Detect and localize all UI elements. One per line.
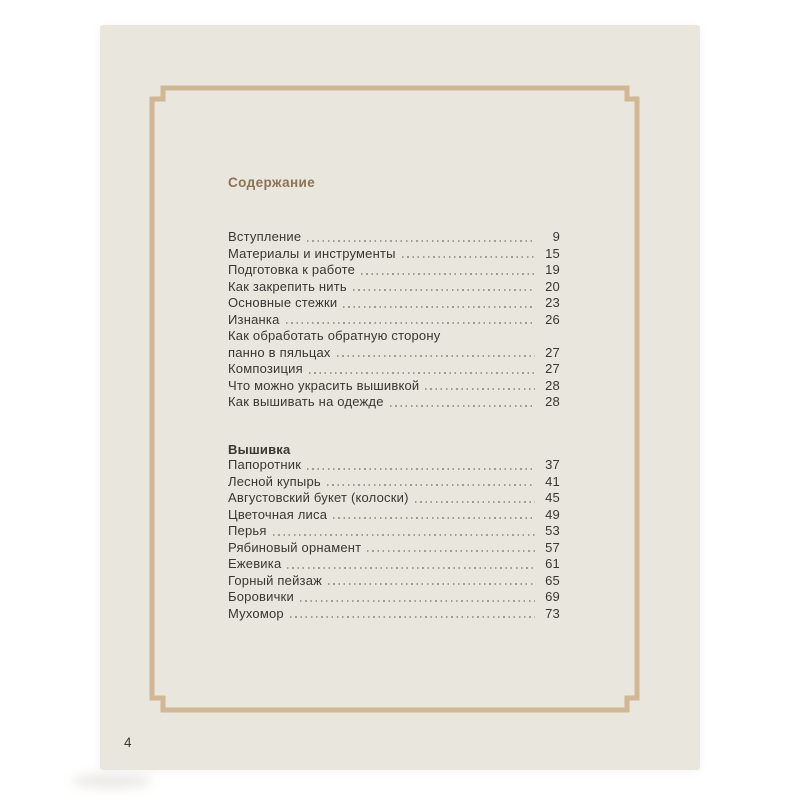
leader-dots bbox=[300, 600, 535, 602]
toc-entry-label: Вступление bbox=[228, 229, 302, 244]
leader-dots bbox=[390, 405, 535, 407]
toc-section-title: Вышивка bbox=[228, 442, 291, 457]
toc-entry-page: 65 bbox=[545, 572, 560, 588]
toc-entry bbox=[228, 361, 560, 378]
leader-dots bbox=[361, 273, 535, 275]
toc-entry bbox=[228, 229, 560, 246]
toc-entry-label: Как вышивать на одежде bbox=[228, 394, 384, 409]
toc-entry bbox=[228, 279, 560, 296]
toc-entry-page: 23 bbox=[545, 295, 560, 310]
toc-entry-wrapped-line bbox=[228, 328, 560, 345]
leader-dots bbox=[327, 484, 535, 486]
toc-entry-label: Основные стежки bbox=[228, 295, 338, 310]
toc-entry-label: Перья bbox=[228, 523, 267, 538]
leader-dots bbox=[273, 534, 535, 536]
leader-dots bbox=[328, 583, 535, 585]
leader-dots bbox=[290, 616, 535, 618]
toc-entry-label: Папоротник bbox=[228, 457, 302, 472]
toc-entry-page: 49 bbox=[545, 506, 560, 522]
toc-section-embroidery bbox=[228, 457, 560, 622]
leader-dots bbox=[307, 240, 535, 242]
toc-entry-label: Горный пейзаж bbox=[228, 572, 323, 588]
toc-entry-label: Лесной купырь bbox=[228, 473, 321, 489]
leader-dots bbox=[333, 517, 535, 519]
toc-entry-page: 28 bbox=[545, 377, 560, 393]
toc-entry-label: Как закрепить нить bbox=[228, 278, 347, 294]
toc-entry-page: 15 bbox=[545, 245, 560, 261]
toc-entry-page: 26 bbox=[545, 311, 560, 327]
toc-entry-label: Боровички bbox=[228, 589, 294, 604]
toc-entry-label: Изнанка bbox=[228, 311, 280, 327]
leader-dots bbox=[286, 322, 536, 324]
toc-entry-label: Рябиновый орнамент bbox=[228, 539, 362, 555]
toc-entry-page: 20 bbox=[545, 278, 560, 294]
leader-dots bbox=[415, 501, 535, 503]
toc-entry bbox=[228, 457, 560, 474]
toc-entry-page: 9 bbox=[552, 229, 560, 244]
leader-dots bbox=[343, 306, 535, 308]
toc-entry-label: Цветочная лиса bbox=[228, 506, 328, 522]
toc-entry-label: Мухомор bbox=[228, 605, 284, 621]
toc-entry-page: 37 bbox=[545, 457, 560, 472]
toc-entry-page: 69 bbox=[545, 589, 560, 604]
toc-section-intro bbox=[228, 229, 560, 411]
toc-entry-label: Ежевика bbox=[228, 556, 282, 571]
leader-dots bbox=[337, 355, 535, 357]
toc-entry bbox=[228, 312, 560, 329]
toc-entry bbox=[228, 394, 560, 411]
leader-dots bbox=[425, 388, 535, 390]
toc-entry bbox=[228, 540, 560, 557]
toc-heading: Содержание bbox=[228, 175, 316, 190]
toc-entry-page: 45 bbox=[545, 490, 560, 505]
toc-entry-label: Подготовка к работе bbox=[228, 262, 356, 277]
toc-entry bbox=[228, 474, 560, 491]
toc-entry-label: Что можно украсить вышивкой bbox=[228, 377, 420, 393]
leader-dots bbox=[446, 339, 535, 341]
toc-entry bbox=[228, 606, 560, 623]
page-number: 4 bbox=[124, 735, 132, 750]
toc-entry bbox=[228, 295, 560, 312]
toc-entry bbox=[228, 262, 560, 279]
page-shadow bbox=[72, 773, 152, 789]
toc-entry-page: 53 bbox=[545, 523, 560, 538]
toc-entry bbox=[228, 589, 560, 606]
toc-entry-page: 41 bbox=[545, 473, 560, 489]
leader-dots bbox=[307, 468, 535, 470]
leader-dots bbox=[309, 372, 535, 374]
toc-entry bbox=[228, 246, 560, 263]
toc-entry-page: 61 bbox=[545, 556, 560, 571]
toc-entry-page: 73 bbox=[545, 605, 560, 621]
toc-entry bbox=[228, 490, 560, 507]
toc-entry-label: Композиция bbox=[228, 361, 303, 376]
leader-dots bbox=[353, 289, 535, 291]
leader-dots bbox=[287, 567, 535, 569]
toc-entry-label: Как обработать обратную сторону bbox=[228, 328, 441, 343]
toc-entry-page: 57 bbox=[545, 539, 560, 555]
toc-entry bbox=[228, 345, 560, 362]
toc-entry-label: Августовский букет (колоски) bbox=[228, 490, 409, 505]
toc-entry bbox=[228, 507, 560, 524]
toc-entry bbox=[228, 573, 560, 590]
toc-entry-label: панно в пяльцах bbox=[228, 344, 331, 360]
toc-entry-page: 27 bbox=[545, 361, 560, 376]
toc-entry-page: 19 bbox=[545, 262, 560, 277]
toc-entry bbox=[228, 378, 560, 395]
toc-entry-label: Материалы и инструменты bbox=[228, 245, 396, 261]
leader-dots bbox=[367, 550, 535, 552]
toc-entry bbox=[228, 523, 560, 540]
book-page bbox=[100, 25, 700, 770]
toc-entry-page: 28 bbox=[545, 394, 560, 409]
toc-entry-page: 27 bbox=[545, 344, 560, 360]
toc-entry bbox=[228, 556, 560, 573]
leader-dots bbox=[402, 256, 535, 258]
